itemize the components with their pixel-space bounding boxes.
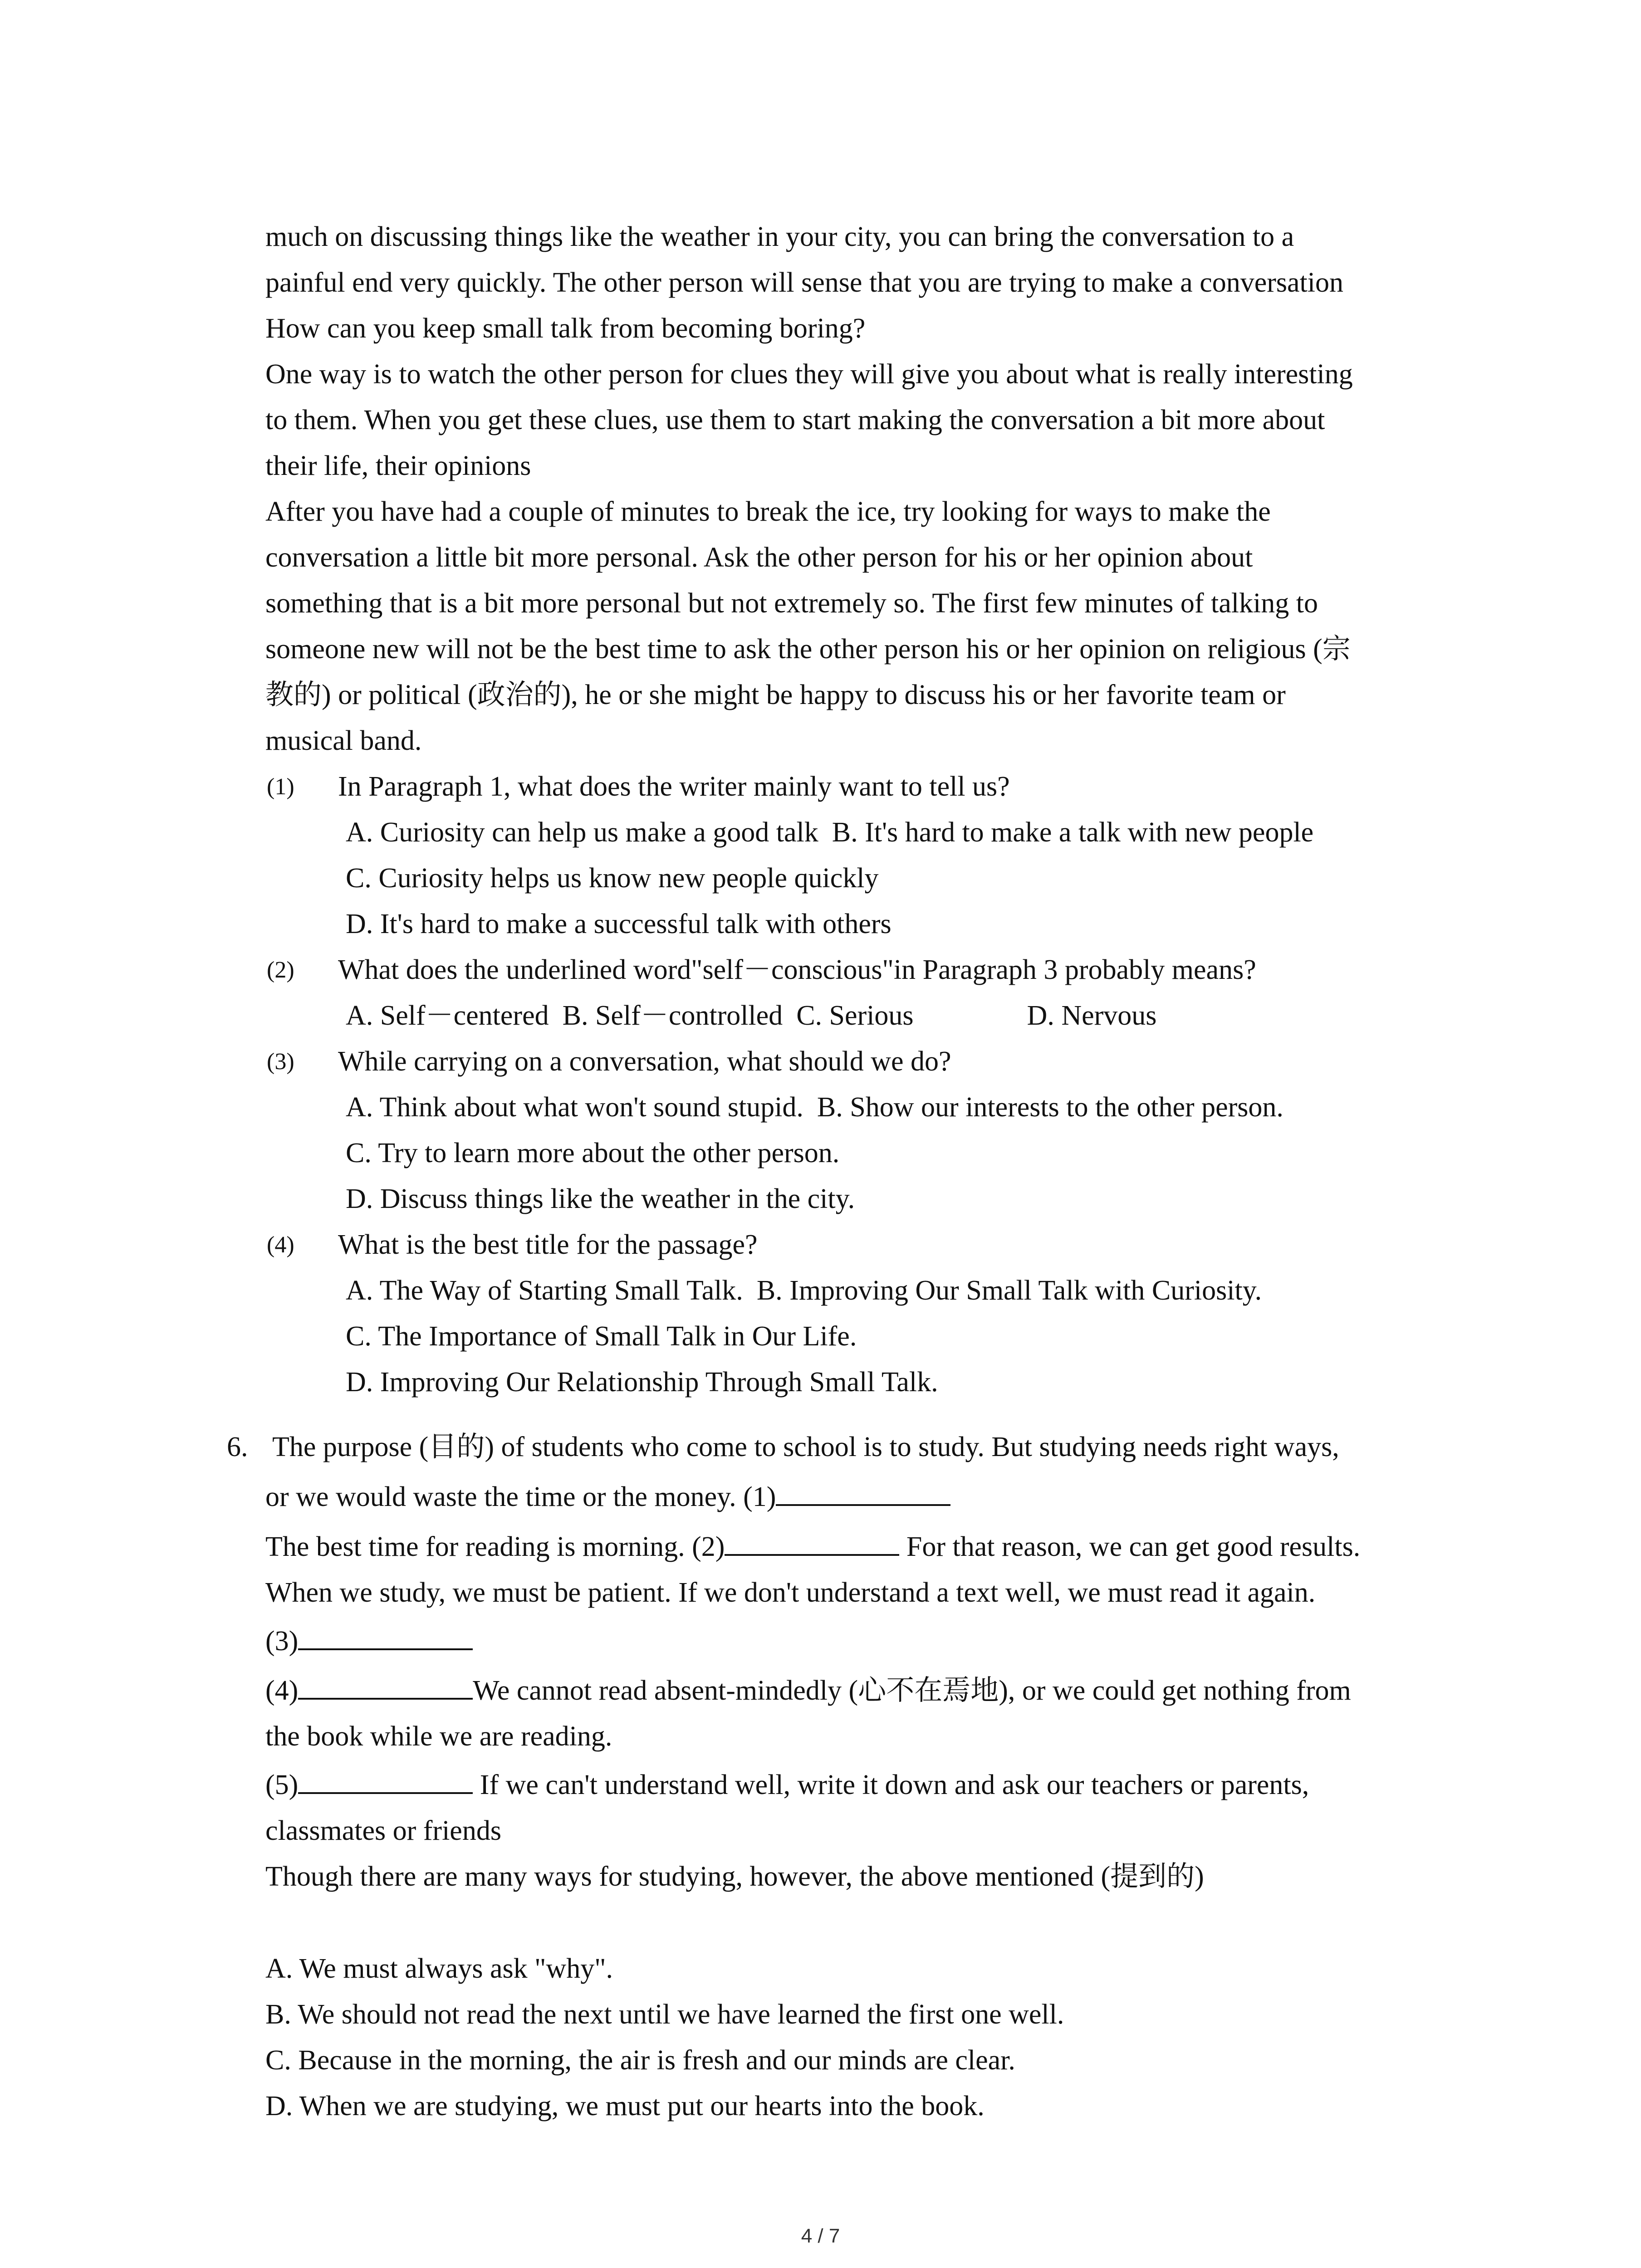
answer-option: D. When we are studying, we must put our hearts into the book. bbox=[265, 2091, 985, 2121]
option: A. Curiosity can help us make a good talk bbox=[346, 817, 818, 848]
section-text: The best time for reading is morning. (2) bbox=[265, 1531, 725, 1562]
section-line bbox=[265, 1524, 1360, 1570]
option-line bbox=[346, 993, 1156, 1039]
option: C. The Importance of Small Talk in Our Life. bbox=[346, 1321, 857, 1352]
option: B. Improving Our Small Talk with Curiosity. bbox=[756, 1275, 1262, 1306]
passage-line: something that is a bit more personal but not extremely so. The first few minutes of talking to bbox=[265, 588, 1318, 619]
option-line bbox=[346, 1130, 839, 1176]
section-line: Though there are many ways for studying, however, the above mentioned (提到的) bbox=[265, 1861, 1204, 1892]
section-text: or we would waste the time or the money. (1) bbox=[265, 1481, 776, 1512]
passage-line: conversation a little bit more personal. Ask the other person for his or her opinion about bbox=[265, 542, 1253, 573]
option-line bbox=[346, 810, 1313, 855]
option: B. Show our interests to the other person. bbox=[817, 1092, 1283, 1123]
passage-line: After you have had a couple of minutes to break the ice, try looking for ways to make the bbox=[265, 496, 1271, 527]
answer-blank-4[interactable] bbox=[298, 1670, 473, 1700]
option: B. It's hard to make a talk with new people bbox=[832, 817, 1314, 848]
option-line bbox=[346, 1085, 1283, 1130]
section-line bbox=[265, 1668, 1351, 1714]
option: C. Serious bbox=[796, 1000, 914, 1031]
option-line bbox=[346, 901, 892, 947]
section-text: (4) bbox=[265, 1675, 299, 1706]
passage-line: someone new will not be the best time to ask the other person his or her opinion on religious (宗 bbox=[265, 634, 1351, 665]
passage-line: painful end very quickly. The other person will sense that you are trying to make a conversation bbox=[265, 267, 1343, 298]
answer-option: C. Because in the morning, the air is fresh and our minds are clear. bbox=[265, 2045, 1015, 2076]
section-line bbox=[265, 1474, 950, 1520]
answer-blank-1[interactable] bbox=[776, 1476, 950, 1506]
answer-blank-3[interactable] bbox=[298, 1620, 473, 1650]
section-line: When we study, we must be patient. If we don't understand a text well, we must read it again. bbox=[265, 1577, 1316, 1608]
answer-blank-5[interactable] bbox=[298, 1764, 473, 1794]
answer-option: A. We must always ask "why". bbox=[265, 1953, 613, 1984]
option: A. Self－centered bbox=[346, 1000, 549, 1031]
question-text: While carrying on a conversation, what should we do? bbox=[338, 1046, 951, 1077]
question-number: (2) bbox=[267, 957, 294, 983]
section-text: For that reason, we can get good results. bbox=[899, 1531, 1361, 1562]
answer-option: B. We should not read the next until we have learned the first one well. bbox=[265, 1999, 1064, 2030]
section-line bbox=[265, 1762, 1309, 1808]
question-text: In Paragraph 1, what does the writer mainly want to tell us? bbox=[338, 771, 1010, 802]
section-text: (3) bbox=[265, 1626, 299, 1657]
passage-paragraph bbox=[265, 489, 1454, 764]
passage-line: One way is to watch the other person for clues they will give you about what is really interesting bbox=[265, 359, 1353, 390]
option: A. Think about what won't sound stupid. bbox=[346, 1092, 803, 1123]
option: D. Improving Our Relationship Through Small Talk. bbox=[346, 1367, 938, 1398]
option: D. Discuss things like the weather in the city. bbox=[346, 1183, 855, 1214]
section-number: 6. bbox=[227, 1432, 248, 1462]
passage-line: to them. When you get these clues, use them to start making the conversation a bit more about bbox=[265, 405, 1325, 435]
question-number: (4) bbox=[267, 1232, 294, 1258]
passage-paragraph bbox=[265, 214, 1454, 352]
section-text: (5) bbox=[265, 1769, 299, 1800]
question-text: What does the underlined word"self－conscious"in Paragraph 3 probably means? bbox=[338, 954, 1256, 985]
option: C. Curiosity helps us know new people quickly bbox=[346, 863, 879, 894]
section-text: We cannot read absent-mindedly (心不在焉地), or we could get nothing from bbox=[473, 1675, 1351, 1706]
option-line bbox=[346, 1359, 938, 1405]
option-line bbox=[346, 1176, 855, 1222]
passage-line: How can you keep small talk from becoming boring? bbox=[265, 313, 866, 344]
option: D. It's hard to make a successful talk with others bbox=[346, 909, 892, 939]
passage-line: their life, their opinions bbox=[265, 450, 531, 481]
passage-line: musical band. bbox=[265, 725, 422, 756]
option-line bbox=[346, 855, 878, 901]
section-line bbox=[265, 1618, 473, 1664]
option: D. Nervous bbox=[1027, 1000, 1157, 1031]
answer-blank-2[interactable] bbox=[725, 1526, 899, 1556]
passage-paragraph bbox=[265, 352, 1454, 489]
question-number: (3) bbox=[267, 1049, 294, 1075]
passage-line: 教的) or political (政治的), he or she might be happy to discuss his or her favorite team or bbox=[265, 679, 1286, 710]
page-number: 4 / 7 bbox=[801, 2225, 840, 2247]
section-text: If we can't understand well, write it down and ask our teachers or parents, bbox=[473, 1769, 1309, 1800]
option: A. The Way of Starting Small Talk. bbox=[346, 1275, 743, 1306]
section-line: the book while we are reading. bbox=[265, 1721, 612, 1752]
section-line: The purpose (目的) of students who come to school is to study. But studying needs right ways, bbox=[272, 1432, 1339, 1462]
question-number: (1) bbox=[267, 774, 294, 800]
option: B. Self－controlled bbox=[562, 1000, 783, 1031]
section-line: classmates or friends bbox=[265, 1815, 501, 1846]
option-line bbox=[346, 1314, 857, 1359]
passage-line: much on discussing things like the weather in your city, you can bring the conversation to a bbox=[265, 221, 1294, 252]
option: C. Try to learn more about the other person. bbox=[346, 1138, 840, 1168]
option-line bbox=[346, 1268, 1262, 1314]
question-text: What is the best title for the passage? bbox=[338, 1229, 758, 1260]
